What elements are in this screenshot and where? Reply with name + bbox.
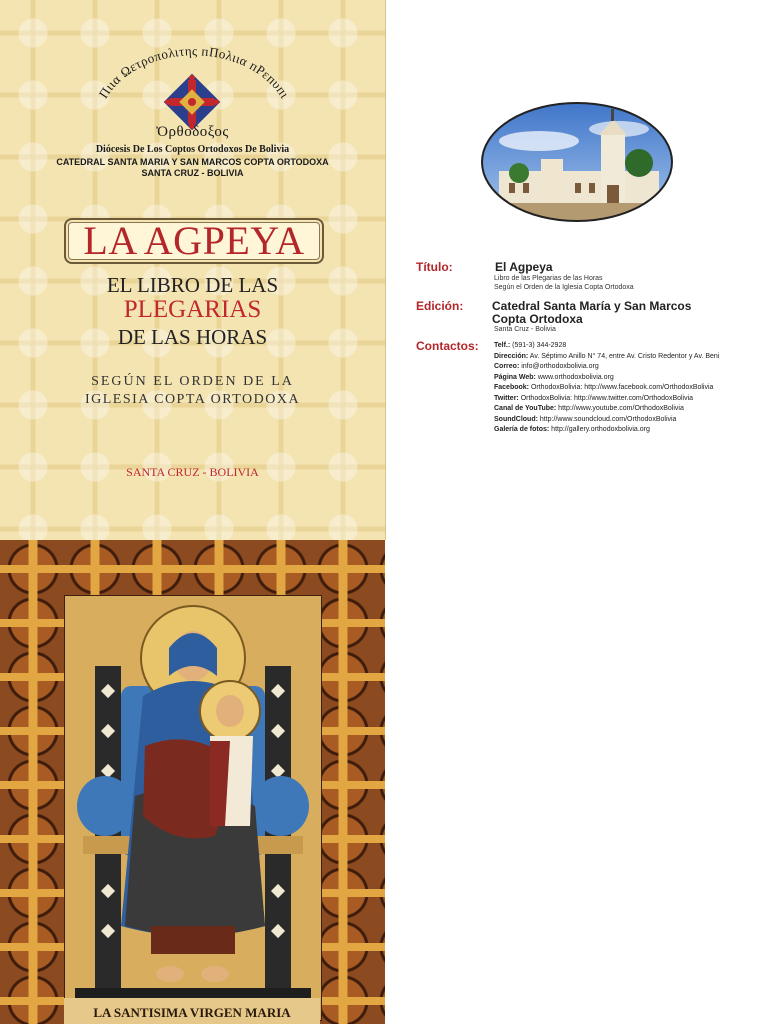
coptic-cross-emblem-icon [164, 74, 221, 130]
titulo-sub-1: Libro de las Plegarias de las Horas [494, 275, 603, 282]
contactos-label: Contactos: [416, 339, 479, 353]
contact-row [494, 395, 693, 402]
title-banner [64, 218, 324, 264]
city-top: SANTA CRUZ - BOLIVIA [141, 168, 244, 178]
subtitle-line-3: DE LAS HORAS [117, 325, 268, 349]
icon-frame [0, 540, 385, 1024]
contact-value[interactable]: info@orthodoxbolivia.org [519, 363, 599, 370]
arc-coptic-text: Πιια Ωετροπολιτης ᴨΠολιια ᴨΡεᴨυᴨι [95, 43, 293, 101]
contact-value[interactable]: http://www.soundcloud.com/OrthodoxBolivia [537, 415, 677, 423]
edicion-value-2: Copta Ortodoxa [492, 312, 583, 326]
orthodox-word: Ὀρθοδοξος [156, 124, 229, 140]
contact-row [494, 416, 676, 423]
contact-value[interactable]: http://gallery.orthodoxbolivia.org [549, 426, 650, 433]
contact-row [494, 384, 713, 391]
contact-key: Telf.: [494, 342, 511, 349]
book-title: LA AGPEYA [83, 218, 305, 263]
contact-key: Canal de YouTube: [494, 405, 557, 412]
titulo-label: Título: [416, 260, 453, 274]
contact-value[interactable]: http://www.youtube.com/OrthodoxBolivia [556, 405, 684, 412]
virgin-and-child-icon [65, 596, 321, 1020]
cathedral-photo [479, 101, 675, 223]
segun-line-1: SEGÚN EL ORDEN DE LA [91, 374, 294, 389]
contact-row [494, 426, 650, 433]
contact-row [494, 405, 684, 412]
contact-key: Facebook: [494, 384, 530, 391]
contact-value[interactable]: OrthodoxBolivia: http://www.twitter.com/OrthodoxBolivia [518, 394, 694, 402]
edicion-sub: Santa Cruz - Bolivia [494, 326, 556, 333]
virgin-mary-icon-image [64, 595, 322, 1021]
contact-key: Correo: [494, 363, 520, 370]
contact-key: Twitter: [494, 394, 519, 402]
arc-title-svg [0, 0, 385, 130]
contact-key: SoundCloud: [494, 415, 538, 423]
icon-caption: LA SANTISIMA VIRGEN MARIA [64, 998, 320, 1024]
contact-key: Galería de fotos: [494, 426, 550, 433]
contact-key: Página Web: [494, 373, 536, 381]
contact-key: Dirección: [494, 352, 529, 360]
contact-value[interactable]: www.orthodoxbolivia.org [535, 373, 614, 381]
contact-row [494, 363, 599, 370]
titulo-sub-2: Según el Orden de la Iglesia Copta Ortodoxa [494, 284, 634, 291]
diocese-name: Diócesis De Los Coptos Ortodoxos De Bolivia [95, 144, 290, 155]
book-cover [0, 0, 386, 540]
subtitle-line-1: EL LIBRO DE LAS [106, 273, 279, 297]
city-bottom: SANTA CRUZ - BOLIVIA [126, 465, 259, 479]
cathedral-name: CATEDRAL SANTA MARIA Y SAN MARCOS COPTA ORTODOXA [56, 157, 329, 167]
segun-line-2: IGLESIA COPTA ORTODOXA [84, 392, 301, 407]
contact-value[interactable]: OrthodoxBolivia: http://www.facebook.com/OrthodoxBolivia [529, 384, 714, 391]
titulo-value: El Agpeya [495, 260, 553, 274]
subtitle-line-2: PLEGARIAS [123, 296, 262, 323]
contact-row [494, 353, 719, 360]
contact-row [494, 374, 614, 381]
contact-value: Av. Séptimo Anillo N° 74, entre Av. Cristo Redentor y Av. Beni [528, 352, 720, 360]
edicion-value-1: Catedral Santa María y San Marcos [492, 299, 692, 313]
edicion-label: Edición: [416, 299, 464, 313]
contact-value: (591-3) 344-2928 [510, 342, 567, 349]
contact-row [494, 342, 566, 349]
